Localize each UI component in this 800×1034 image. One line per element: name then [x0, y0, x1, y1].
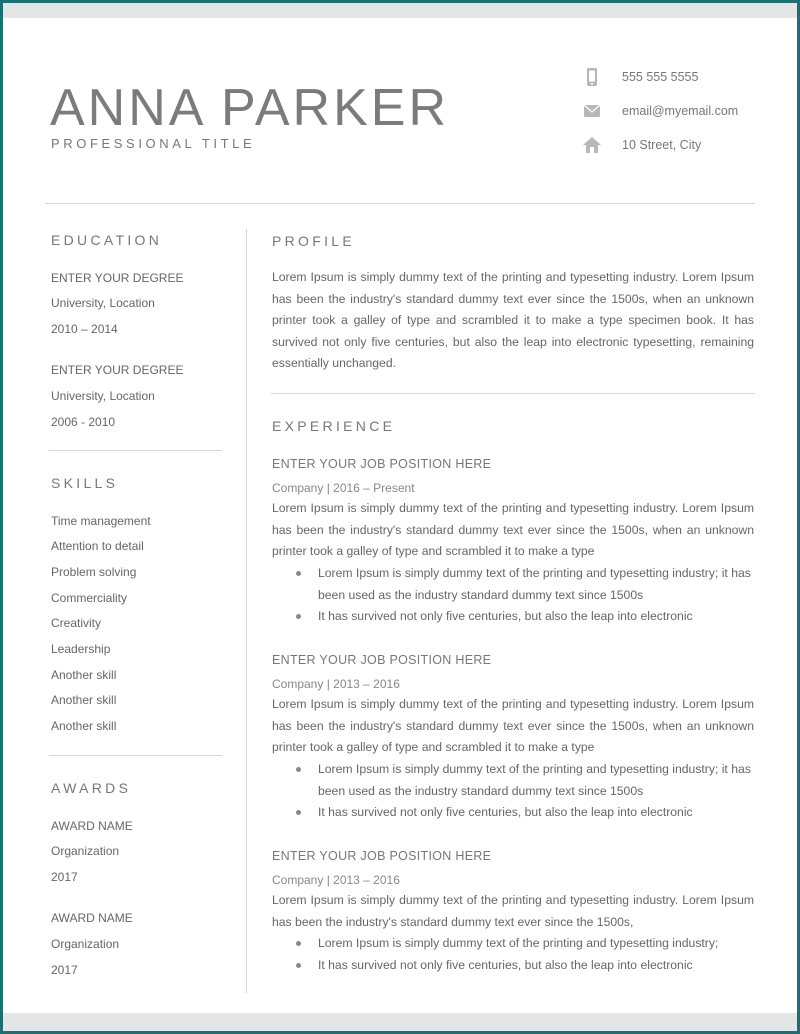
- bullet-dot: [296, 571, 301, 576]
- award-org: Organization: [51, 937, 120, 951]
- skill-item: Another skill: [51, 693, 117, 707]
- job-bullet-text: It has survived not only five centuries, but also the leap into electronic: [318, 957, 693, 972]
- job-description: Lorem Ipsum is simply dummy text of the printing and typesetting industry. Lorem Ipsum has been the industry's standard dummy text ever since the 1500s,: [272, 893, 754, 929]
- awards-divider: [49, 755, 222, 756]
- bullet-dot: [296, 810, 301, 815]
- job-bullet: [272, 606, 754, 628]
- skills-heading: SKILLS: [51, 475, 119, 491]
- job-bullet: [272, 802, 754, 824]
- job-bullet-text: Lorem Ipsum is simply dummy text of the printing and typesetting industry; it has been used as the industry standard dummy text since 1500s: [318, 566, 751, 602]
- award-name: AWARD NAME: [51, 819, 133, 833]
- job-bullets: [272, 563, 754, 628]
- job-company-dates: Company | 2016 – Present: [272, 481, 415, 495]
- header-divider: [45, 203, 755, 204]
- job-title: ENTER YOUR JOB POSITION HERE: [272, 849, 492, 863]
- award-name: AWARD NAME: [51, 911, 133, 925]
- education-school: University, Location: [51, 296, 155, 310]
- skill-item: Problem solving: [51, 565, 137, 579]
- skill-item: Another skill: [51, 719, 117, 733]
- job-company-dates: Company | 2013 – 2016: [272, 873, 400, 887]
- bullet-dot: [296, 963, 301, 968]
- resume-name: ANNA PARKER: [50, 79, 450, 137]
- envelope-icon: [581, 101, 603, 121]
- job-description: Lorem Ipsum is simply dummy text of the printing and typesetting industry. Lorem Ipsum has been the industry's standard dummy text ever since the 1500s, when an unknown printer took a galley of type and scrambled it to make a type: [272, 697, 754, 754]
- education-years: 2006 - 2010: [51, 415, 116, 429]
- job-bullet-text: It has survived not only five centuries, but also the leap into electronic: [318, 609, 693, 623]
- job-bullet-text: It has survived not only five centuries, but also the leap into electronic: [318, 805, 693, 819]
- contact-address: [581, 135, 701, 155]
- bullet-dot: [296, 767, 301, 772]
- bullet-dot: [296, 941, 301, 946]
- award-year: 2017: [51, 870, 78, 884]
- job-bullet: [272, 933, 754, 955]
- job-description: Lorem Ipsum is simply dummy text of the printing and typesetting industry. Lorem Ipsum has been the industry's standard dummy text ever since the 1500s, when an unknown printer took a galley of type and scrambled it to make a type: [272, 501, 754, 558]
- phone-icon: [581, 67, 603, 87]
- education-heading: EDUCATION: [51, 232, 163, 248]
- job-bullets: [272, 933, 754, 976]
- column-divider: [246, 229, 247, 993]
- job-title: ENTER YOUR JOB POSITION HERE: [272, 653, 492, 667]
- email-text: email@myemail.com: [622, 104, 739, 118]
- skill-item: Another skill: [51, 668, 117, 682]
- skills-divider: [49, 450, 222, 451]
- job-title: ENTER YOUR JOB POSITION HERE: [272, 457, 492, 471]
- job-bullet: [272, 955, 754, 977]
- skill-item: Time management: [51, 514, 151, 528]
- education-years: 2010 – 2014: [51, 322, 118, 336]
- skill-item: Attention to detail: [51, 539, 144, 553]
- education-degree: ENTER YOUR DEGREE: [51, 271, 184, 285]
- education-degree: ENTER YOUR DEGREE: [51, 363, 184, 377]
- contact-phone: [581, 67, 698, 87]
- skill-item: Leadership: [51, 642, 111, 656]
- award-year: 2017: [51, 963, 78, 977]
- resume-page: [3, 18, 797, 1013]
- job-company-dates: Company | 2013 – 2016: [272, 677, 400, 691]
- phone-text: 555 555 5555: [622, 70, 699, 84]
- experience-divider: [271, 393, 755, 394]
- awards-heading: AWARDS: [51, 780, 132, 796]
- job-bullet-text: Lorem Ipsum is simply dummy text of the printing and typesetting industry;: [318, 936, 719, 950]
- job-bullet-text: Lorem Ipsum is simply dummy text of the printing and typesetting industry; it has been used as the industry standard dummy text since 1500s: [318, 762, 751, 798]
- professional-title: PROFESSIONAL TITLE: [51, 136, 256, 151]
- profile-heading: PROFILE: [272, 233, 356, 249]
- contact-email: [581, 101, 738, 121]
- job-bullet: [272, 563, 754, 606]
- bullet-dot: [296, 614, 301, 619]
- home-icon: [581, 135, 603, 155]
- profile-text: Lorem Ipsum is simply dummy text of the printing and typesetting industry. Lorem Ipsum has been the industry's standard dummy text ever since the 1500s, when an unknown printer took a galley of type and scrambled it to make a type specimen book. It has survived not only five centuries, but also the leap into electronic typesetting, remaining essentially unchanged.: [272, 270, 754, 370]
- education-school: University, Location: [51, 389, 155, 403]
- job-bullets: [272, 759, 754, 824]
- address-text: 10 Street, City: [622, 138, 702, 152]
- skill-item: Commerciality: [51, 591, 128, 605]
- award-org: Organization: [51, 844, 120, 858]
- experience-heading: EXPERIENCE: [272, 418, 396, 434]
- skill-item: Creativity: [51, 616, 102, 630]
- job-bullet: [272, 759, 754, 802]
